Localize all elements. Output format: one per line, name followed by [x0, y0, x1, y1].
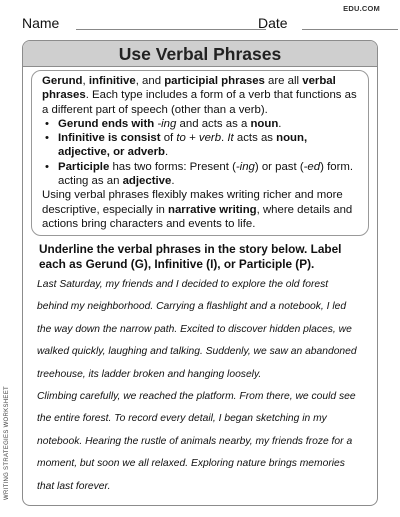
story-line: behind my neighborhood. Carrying a flashlight and a notebook, I led	[37, 301, 347, 313]
text-run: ) or past (	[254, 160, 304, 173]
header	[20, 14, 380, 34]
text-run: of	[160, 132, 177, 145]
text-run: to + verb	[176, 132, 222, 145]
text-run: Gerund	[42, 75, 83, 87]
text-run: noun, adjective, or adverb	[58, 132, 308, 159]
page-title: Use Verbal Phrases	[23, 41, 377, 67]
instructions: Underline the verbal phrases in the story below. Label each as Gerund (G), Infinitive (I), or Participle (P).	[39, 242, 342, 271]
name-field[interactable]	[76, 29, 266, 30]
story-line: walked quickly, laughing and talking. Suddenly, we saw an abandoned	[37, 346, 357, 358]
info-bullet-item	[42, 117, 360, 131]
name-label: Name	[22, 15, 60, 31]
text-run: are all	[264, 75, 303, 87]
text-run: .	[221, 132, 228, 145]
story-line: Climbing carefully, we reached the platform. From there, we could see	[37, 391, 356, 403]
text-run: , where details and actions bring characters and events to life.	[42, 203, 353, 230]
text-run: .	[278, 117, 282, 130]
text-run: .	[171, 175, 175, 188]
info-bullets	[42, 117, 360, 188]
story-line: the entire forest. To record every detail, I began sketching in my	[37, 413, 327, 425]
date-label: Date	[258, 15, 288, 31]
text-run: . Each type includes a form of a verb that functions as a different part of speech (other than a verb).	[42, 89, 357, 116]
text-run: verbal phrases	[42, 75, 336, 102]
text-run: -ing	[235, 160, 255, 173]
story-line: Last Saturday, my friends and I decided to explore the old forest	[37, 279, 329, 290]
text-run: Infinitive is consist	[58, 132, 161, 145]
logo: EDU.COM	[343, 4, 380, 13]
side-label: WRITING STRATEGIES WORKSHEET	[4, 386, 10, 500]
text-run: Gerund ends with	[58, 117, 158, 130]
info-bullet-item	[42, 131, 360, 160]
text-run: -ed	[303, 160, 321, 173]
text-run: ) form. acting as an	[58, 160, 354, 188]
text-run: acts as	[233, 132, 277, 145]
info-intro	[42, 74, 360, 117]
worksheet-frame	[22, 40, 378, 506]
text-run: infinitive	[88, 75, 136, 87]
text-run: participial phrases	[164, 75, 265, 87]
text-run: It	[227, 132, 234, 145]
story-line: moment, but soon we all relaxed. Exploring nature brings memories	[37, 458, 345, 470]
text-run: has two forms: Present (	[109, 160, 236, 173]
text-run: and acts as a	[176, 117, 251, 130]
text-run: Participle	[58, 160, 110, 173]
story	[37, 274, 373, 498]
text-run: adjective	[122, 175, 172, 188]
story-line: that last forever.	[37, 480, 111, 492]
text-run: narrative writing	[168, 203, 257, 216]
info-closing	[42, 188, 360, 231]
story-line: the way down the narrow path. Excited to discover hidden places, we	[37, 323, 352, 335]
text-run: , and	[135, 75, 165, 87]
story-line: notebook. Hearing the rustle of animals nearby, my friends froze for a	[37, 435, 353, 447]
story-line: treehouse, its ladder broken and hanging loosely.	[37, 368, 262, 380]
text-run: .	[165, 146, 169, 159]
info-bullet-item	[42, 160, 360, 189]
text-run: Using verbal phrases flexibly makes writing richer and more descriptive, especially in	[42, 189, 343, 216]
text-run: ,	[82, 75, 89, 87]
text-run: -ing	[157, 117, 177, 130]
text-run: noun	[250, 117, 279, 130]
date-field[interactable]	[302, 29, 398, 30]
info-box	[31, 70, 369, 236]
